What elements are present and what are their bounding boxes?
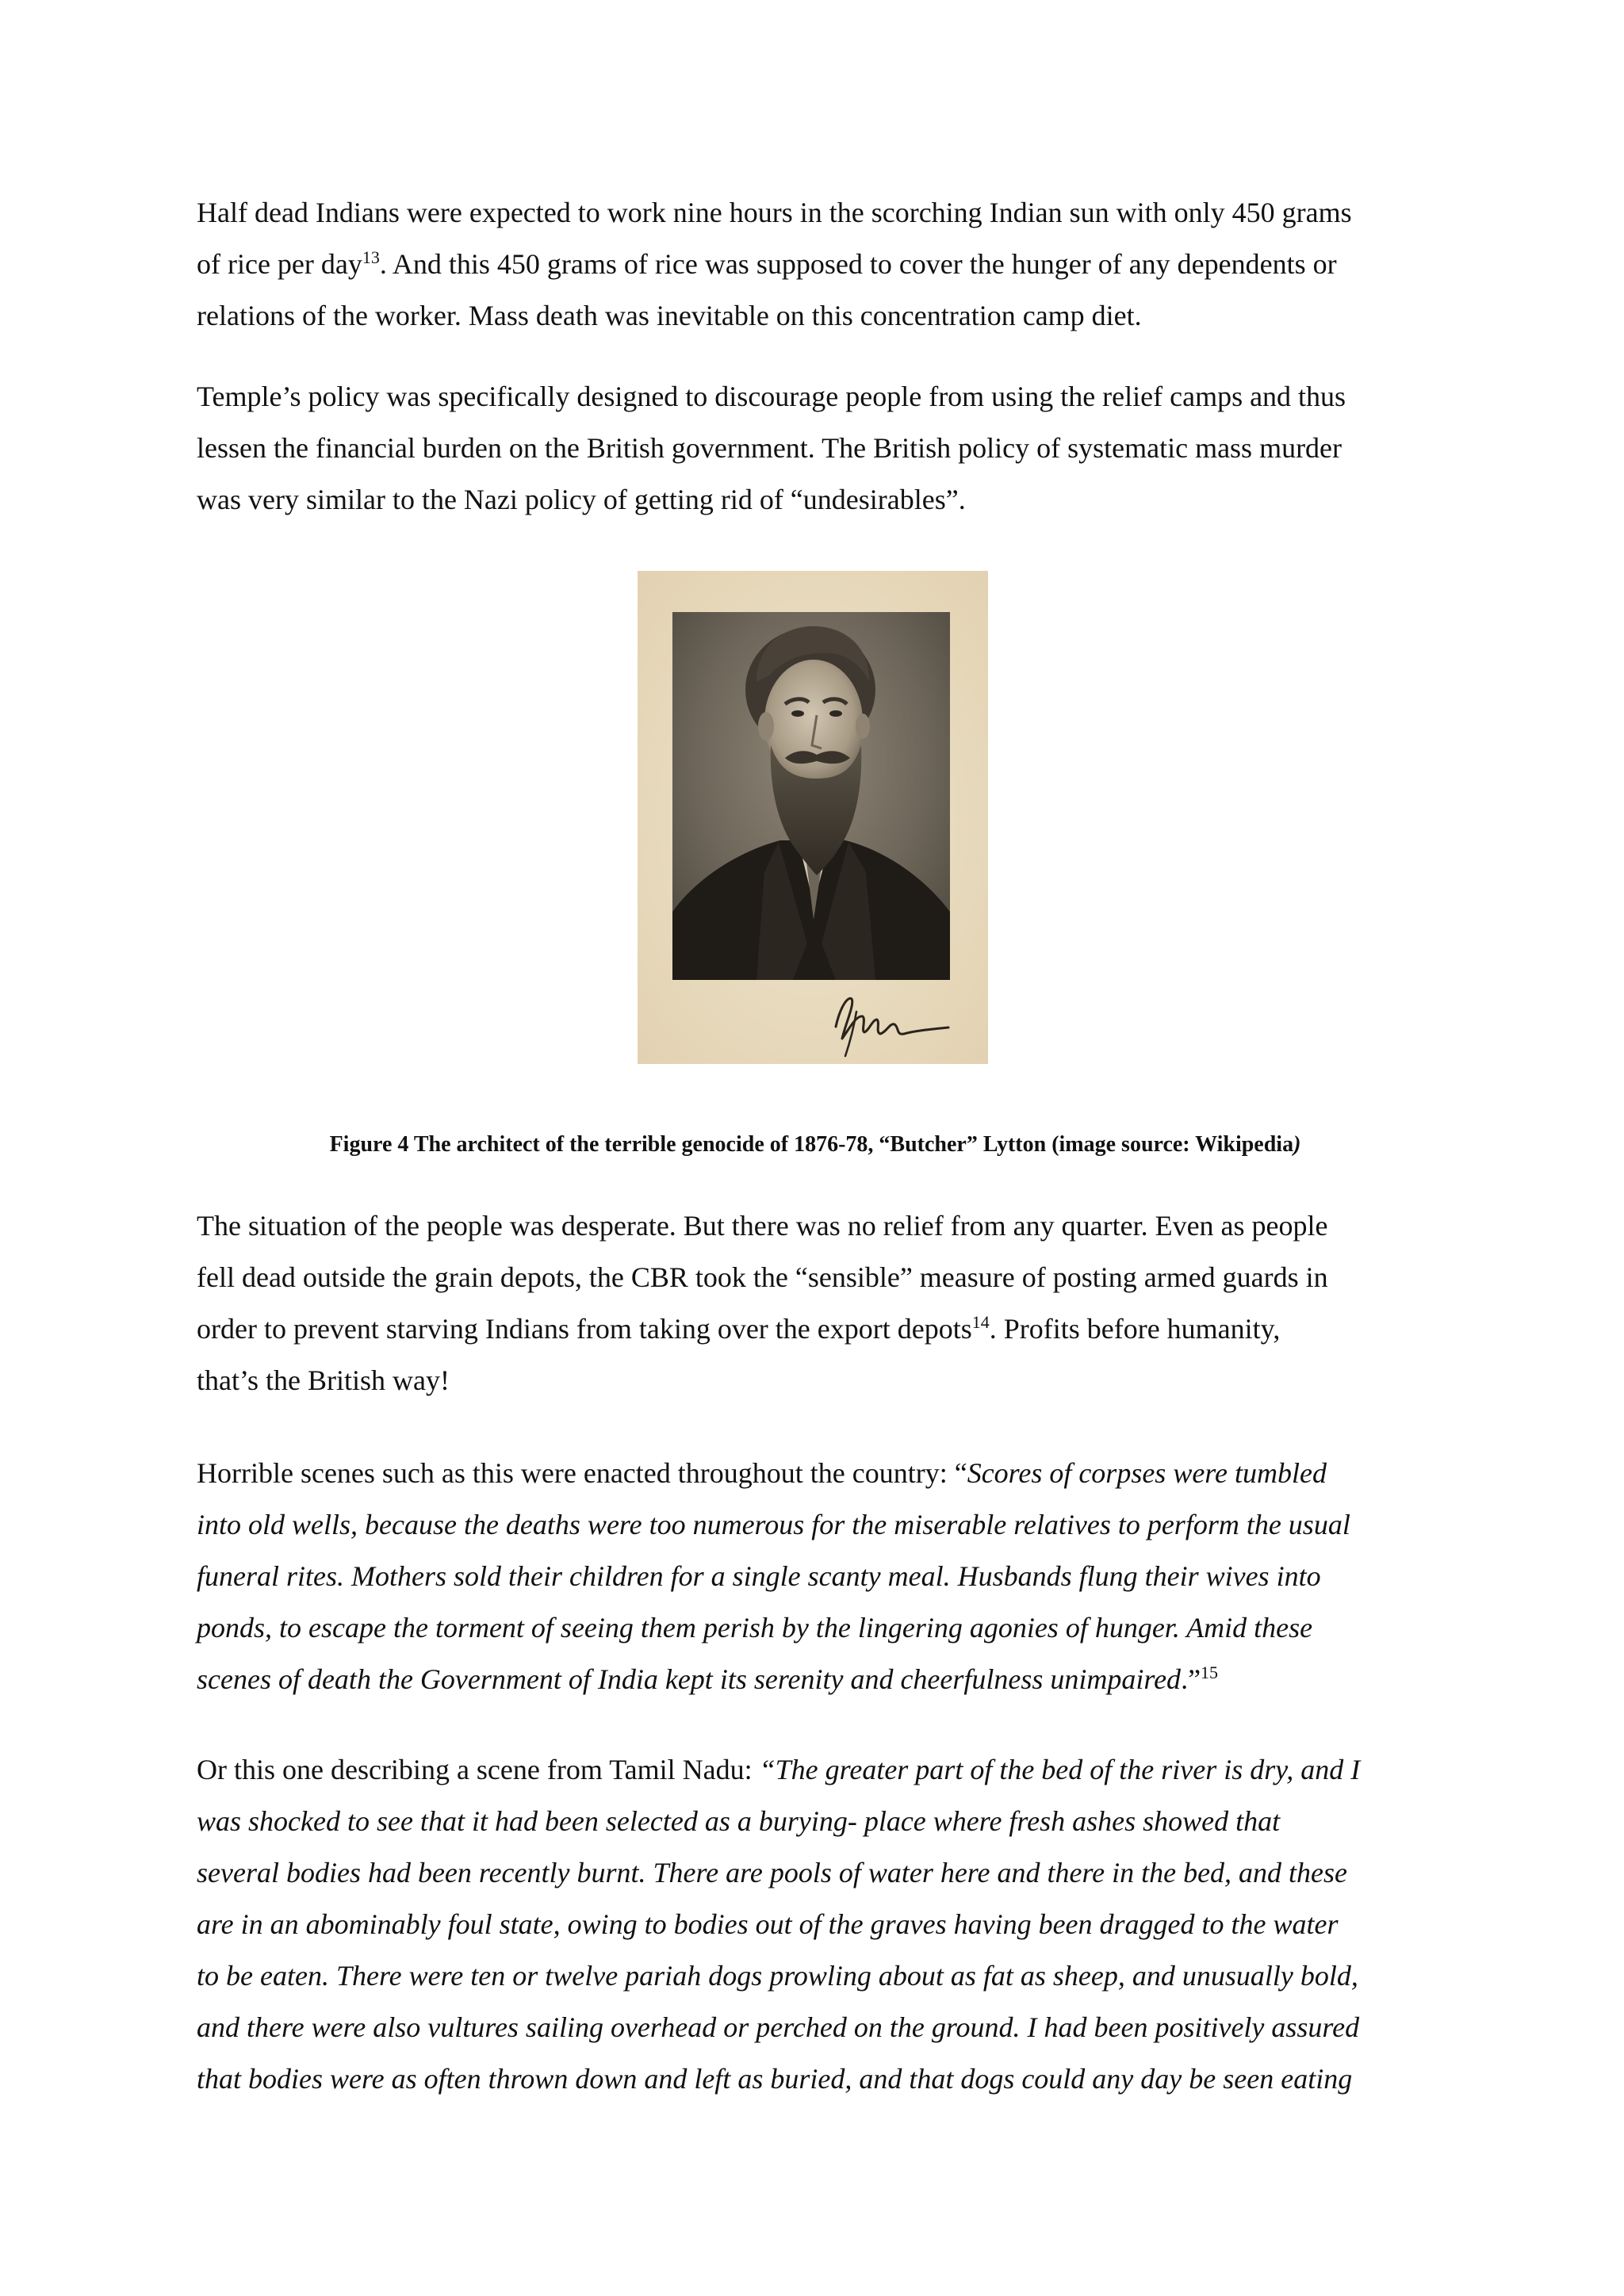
text-line: Horrible scenes such as this were enacted throughout the country: “Scores of corpses were tumbled: [197, 1457, 1327, 1489]
text-line: lessen the financial burden on the British government. The British policy of systematic mass murder: [197, 432, 1342, 464]
text-line: ponds, to escape the torment of seeing them perish by the lingering agonies of hunger. Amid these: [197, 1612, 1313, 1644]
text-line: several bodies had been recently burnt. There are pools of water here and there in the bed, and these: [197, 1857, 1348, 1888]
footnote-ref-14: 14: [971, 1312, 990, 1332]
text-line: was shocked to see that it had been selected as a burying- place where fresh ashes showed that: [197, 1805, 1281, 1837]
text-line: are in an abominably foul state, owing to bodies out of the graves having been dragged to the water: [197, 1908, 1339, 1940]
paragraph-temple-policy: [197, 371, 1434, 526]
footnote-ref-13: 13: [362, 247, 380, 267]
text-line: funeral rites. Mothers sold their children for a single scanty meal. Husbands flung their wives into: [197, 1560, 1321, 1592]
text-line: Temple’s policy was specifically designed to discourage people from using the relief camps and thus: [197, 381, 1346, 412]
text-line: order to prevent starving Indians from taking over the export depots$^{14}$. Profits before humanity,: [197, 1312, 1281, 1345]
text-line: and there were also vultures sailing overhead or perched on the ground. I had been positively assured: [197, 2011, 1360, 2043]
text-line: of rice per day$^{13}$. And this 450 grams of rice was supposed to cover the hunger of any dependents or: [197, 247, 1337, 280]
text-line: to be eaten. There were ten or twelve pariah dogs prowling about as fat as sheep, and unusually bold,: [197, 1960, 1358, 1992]
paragraph-tamil-nadu: [197, 1744, 1434, 2105]
text-line: Or this one describing a scene from Tamil Nadu: “The greater part of the bed of the river is dry, and I: [197, 1754, 1361, 1785]
figure-caption: Figure 4 The architect of the terrible genocide of 1876-78, “Butcher” Lytton (image source: Wikipedia): [329, 1132, 1301, 1157]
text-line: that bodies were as often thrown down and left as buried, and that dogs could any day be seen eating: [197, 2063, 1353, 2095]
text-line: The situation of the people was desperate. But there was no relief from any quarter. Even as people: [197, 1210, 1328, 1242]
paragraph-horrible-scenes: [197, 1448, 1434, 1705]
text-line: relations of the worker. Mass death was inevitable on this concentration camp diet.: [197, 300, 1142, 331]
paragraph-situation: [197, 1200, 1434, 1406]
text-line: into old wells, because the deaths were too numerous for the miserable relatives to perform the usual: [197, 1509, 1350, 1540]
text-line: Half dead Indians were expected to work nine hours in the scorching Indian sun with only 450 grams: [197, 197, 1352, 228]
text-line: that’s the British way!: [197, 1364, 450, 1396]
paragraph-relief-work: [197, 187, 1434, 342]
text-line: fell dead outside the grain depots, the CBR took the “sensible” measure of posting armed guards in: [197, 1261, 1328, 1293]
figure-portrait: [638, 571, 988, 1064]
text-line: scenes of death the Government of India kept its serenity and cheerfulness unimpaired.”$^{15}$: [197, 1663, 1219, 1695]
text-line: was very similar to the Nazi policy of getting rid of “undesirables”.: [197, 484, 966, 515]
footnote-ref-15: 15: [1201, 1663, 1219, 1682]
